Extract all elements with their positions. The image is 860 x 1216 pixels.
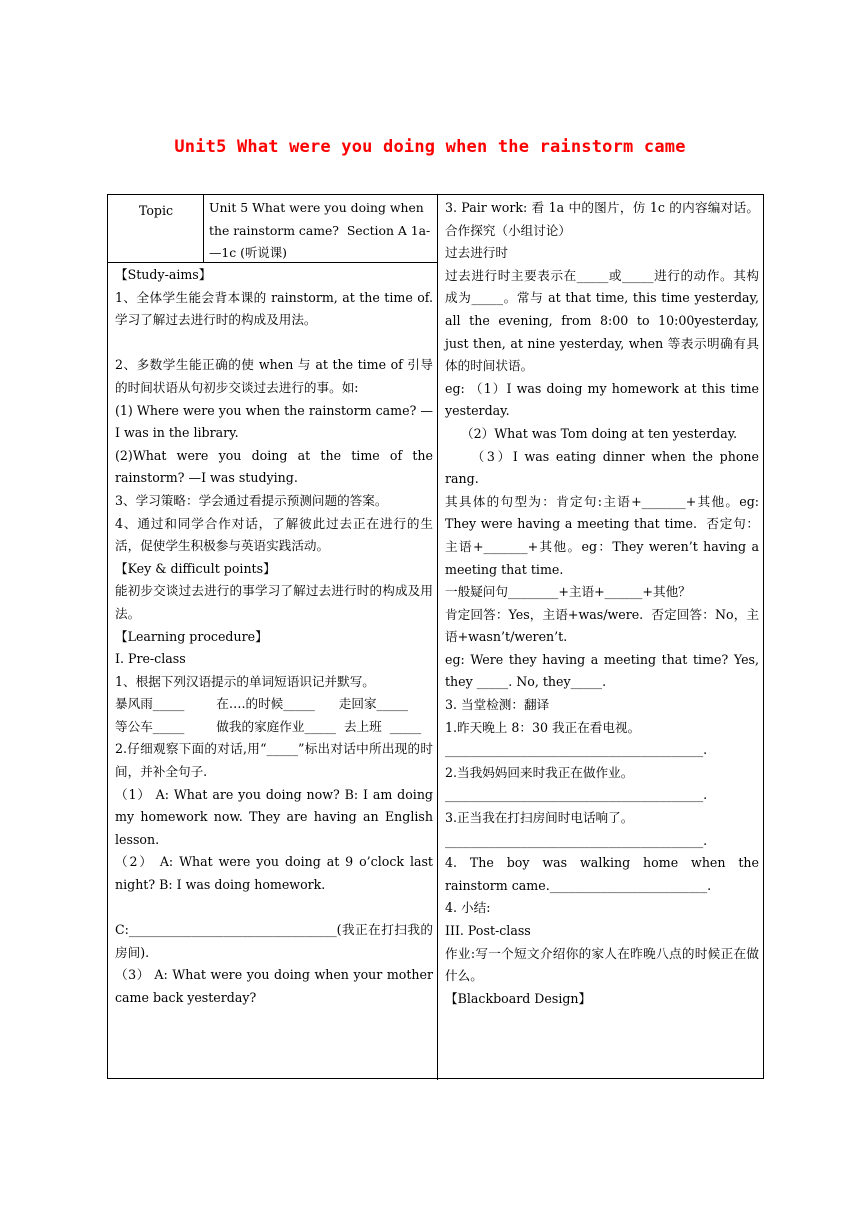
right-line: 2.当我妈妈回来时我正在做作业。 — [445, 764, 634, 780]
right-column-content — [445, 197, 764, 1010]
right-line: 3.正当我在打扫房间时电话响了。 — [445, 810, 634, 826]
right-line: eg: （1）I was doing my homework at this time yesterday. — [445, 380, 764, 419]
left-line: 【Learning procedure】 — [115, 628, 268, 644]
topic-label: Topic — [138, 203, 174, 218]
topic-value: Unit 5 What were you doing when the rainstorm came? Section A 1a-—1c (听说课) — [209, 200, 431, 261]
right-line: _________________________________________. — [445, 742, 708, 758]
right-line: 作业:写一个短文介绍你的家人在昨晚八点的时候正在做什么。 — [445, 945, 759, 984]
right-line: III. Post-class — [445, 923, 531, 938]
topic-value-cell — [209, 197, 435, 265]
left-line: 1、全体学生能会背本课的 rainstorm, at the time of.学习了解过去进行时的构成及用法。 — [115, 289, 433, 328]
left-line: 1、根据下列汉语提示的单词短语识记并默写。 — [115, 673, 375, 689]
right-line: 3. 当堂检测：翻译 — [445, 697, 550, 713]
left-line: 2.仔细观察下面的对话,用“_____”标出对话中所出现的时间，并补全句子. — [115, 741, 433, 780]
left-line: 能初步交谈过去进行的事学习了解过去进行时的构成及用法。 — [115, 583, 433, 621]
left-line: C:_________________________________(我正在打扫我的房间). — [115, 922, 433, 960]
right-line: 过去进行时主要表示在_____或_____进行的动作。其构成为_____。常与 at that time, this time yesterday, all the evening, from 8:00 to 10:00yesterday, just then, at nine yesterday, when 等表示明确有具体的时间状语。 — [445, 267, 764, 374]
right-line: 4. 小结: — [445, 900, 491, 916]
lesson-table — [107, 194, 764, 1079]
left-line: 4、通过和同学合作对话，了解彼此过去正在进行的生活，促使学生积极参与英语实践活动。 — [115, 515, 433, 554]
right-line: eg: Were they having a meeting that time? Yes, they _____. No, they_____. — [445, 651, 764, 690]
left-line: 【Study-aims】 — [115, 267, 212, 282]
left-line: (1) Where were you when the rainstorm came? —I was in the library. — [115, 402, 433, 441]
right-line: 【Blackboard Design】 — [445, 990, 592, 1006]
right-line: 其具体的句型为：肯定句:主语+_______+其他。eg: They were having a meeting that time. 否定句：主语+_______+其他。eg：They weren’t having a meeting that time. — [445, 493, 764, 577]
left-blank-line — [115, 332, 433, 355]
topic-divider — [203, 195, 204, 262]
left-column-content — [115, 264, 438, 1010]
right-line: 3. Pair work: 看 1a 中的图片，仿 1c 的内容编对话。合作探究（小组讨论） — [445, 200, 759, 238]
right-line: _________________________________________. — [445, 787, 708, 803]
left-line: 暴风雨_____ 在….的时候_____ 走回家_____ — [115, 696, 409, 712]
column-divider — [437, 195, 438, 1080]
right-line: _________________________________________. — [445, 832, 708, 848]
document-title: Unit5 What were you doing when the rainstorm came — [174, 137, 686, 157]
right-line: 一般疑问句________+主语+______+其他？ — [445, 584, 691, 600]
right-line: （2）What was Tom doing at ten yesterday. — [445, 425, 738, 441]
left-line: (2)What were you doing at the time of the rainstorm? —I was studying. — [115, 447, 438, 486]
right-line: 1.昨天晚上 8：30 我正在看电视。 — [445, 719, 641, 735]
left-line: （2） A: What were you doing at 9 o’clock last night? B: I was doing homework. — [115, 854, 438, 893]
right-line: （3）I was eating dinner when the phone rang. — [445, 448, 764, 487]
right-line: 肯定回答：Yes，主语+was/were. 否定回答：No，主语+wasn’t/weren’t. — [445, 606, 759, 645]
left-line: 3、学习策略：学会通过看提示预测问题的答案。 — [115, 492, 388, 508]
right-line: 过去进行时 — [445, 245, 508, 261]
left-line: I. Pre-class — [115, 651, 186, 667]
left-line: 等公车_____ 做我的家庭作业_____ 去上班 _____ — [115, 718, 422, 734]
left-line: （1） A: What are you doing now? B: I am doing my homework now. They are having an English lesson. — [115, 786, 438, 847]
left-blank-line — [115, 897, 433, 920]
left-line: 2、多数学生能正确的使 when 与 at the time of 引导的时间状语从句初步交谈过去进行的事。如: — [115, 357, 433, 395]
left-line: 【Key & difficult points】 — [115, 560, 276, 576]
left-line: （3） A: What were you doing when your mother came back yesterday? — [115, 967, 438, 1005]
topic-label-cell — [112, 200, 200, 223]
right-line: 4. The boy was walking home when the rainstorm came._________________________. — [445, 855, 764, 893]
